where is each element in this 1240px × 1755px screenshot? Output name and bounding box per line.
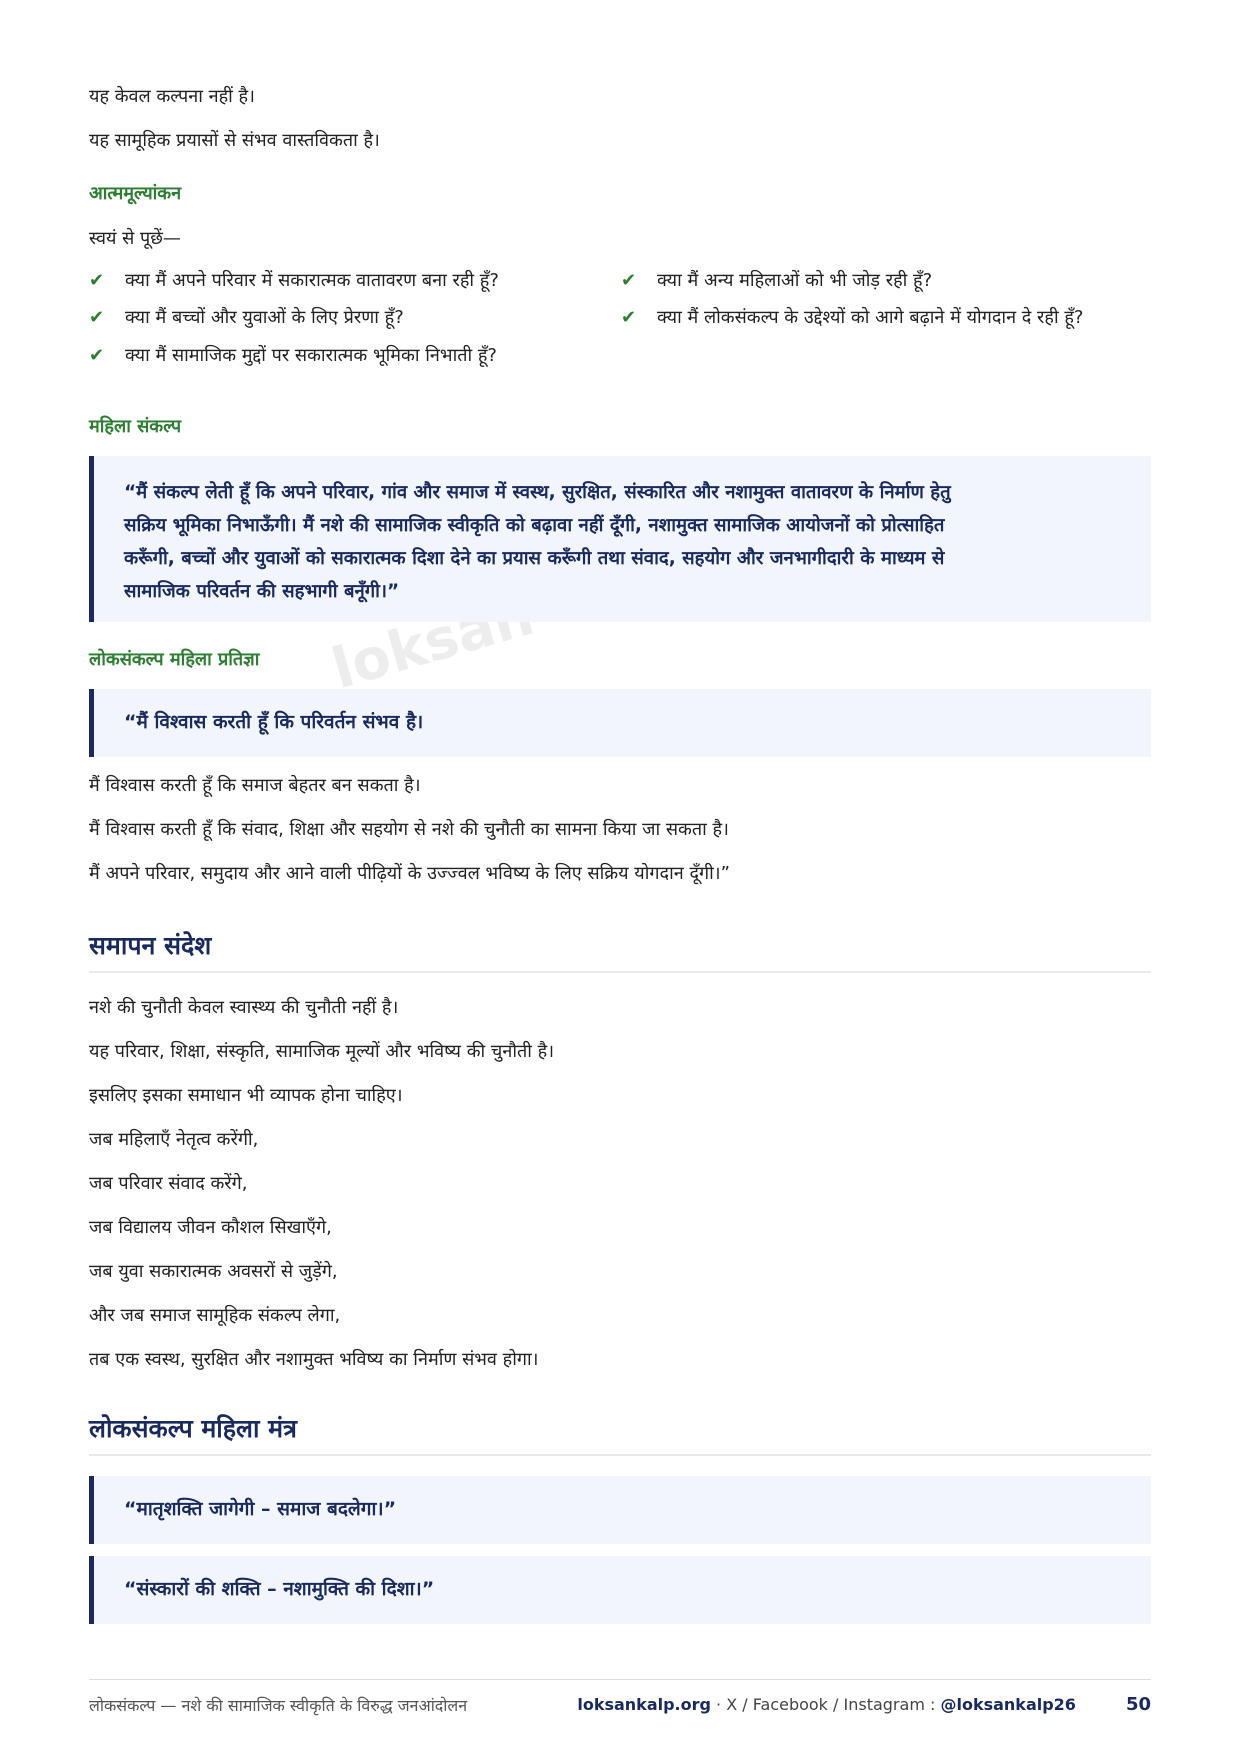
checklist-item: ✔ क्या मैं लोकसंकल्प के उद्देश्यों को आगे बढ़ाने में योगदान दे रही हूँ? (621, 305, 1083, 331)
checklist-item: ✔ क्या मैं सामाजिक मुद्दों पर सकारात्मक भूमिका निभाती हूँ? (89, 343, 497, 369)
checklist-item: ✔ क्या मैं अपने परिवार में सकारात्मक वातावरण बना रही हूँ? (89, 268, 499, 294)
footer-handle-link[interactable]: @loksankalp26 (940, 1695, 1076, 1714)
closing-line: नशे की चुनौती केवल स्वास्थ्य की चुनौती नहीं है। (89, 997, 399, 1018)
check-icon: ✔ (89, 345, 105, 366)
mantra-title: लोकसंकल्प महिला मंत्र (89, 1414, 297, 1443)
closing-line: तब एक स्वस्थ, सुरक्षित और नशामुक्त भविष्य का निर्माण संभव होगा। (89, 1349, 539, 1370)
footer (89, 1694, 1151, 1718)
mantra-quote-text: “संस्कारों की शक्ति – नशामुक्ति की दिशा।” (124, 1578, 435, 1600)
self-assessment-checklist (89, 268, 1151, 388)
pledge-line-3: मैं अपने परिवार, समुदाय और आने वाली पीढ़ियों के उज्ज्वल भविष्य के लिए सक्रिय योगदान दूँगी।” (89, 863, 730, 884)
pledge-quote-text: “मैं विश्वास करती हूँ कि परिवर्तन संभव है। (124, 711, 424, 733)
quote-line: “मैं संकल्प लेती हूँ कि अपने परिवार, गांव और समाज में स्वस्थ, सुरक्षित, संस्कारित और नशामुक्त वातावरण के निर्माण हेतु (124, 482, 951, 503)
mantra-quote-text: “मातृशक्ति जागेगी – समाज बदलेगा।” (124, 1498, 397, 1520)
intro-line-1: यह केवल कल्पना नहीं है। (89, 86, 255, 107)
footer-tagline: लोकसंकल्प — नशे की सामाजिक स्वीकृति के विरुद्ध जनआंदोलन (89, 1696, 468, 1715)
closing-line: और जब समाज सामूहिक संकल्प लेगा, (89, 1305, 341, 1326)
check-icon: ✔ (89, 270, 105, 291)
closing-line: जब विद्यालय जीवन कौशल सिखाएँगे, (89, 1217, 332, 1238)
section-divider (89, 971, 1151, 973)
check-icon: ✔ (621, 307, 637, 328)
page-number: 50 (1125, 1694, 1151, 1715)
closing-line: इसलिए इसका समाधान भी व्यापक होना चाहिए। (89, 1085, 403, 1106)
mantra-quote-1 (89, 1476, 1151, 1544)
pledge-heading: लोकसंकल्प महिला प्रतिज्ञा (89, 649, 260, 670)
footer-right (577, 1694, 1151, 1715)
watermark: loksan (325, 582, 541, 703)
self-assessment-heading: आत्ममूल्यांकन (89, 183, 182, 204)
closing-line: जब युवा सकारात्मक अवसरों से जुड़ेंगे, (89, 1261, 338, 1282)
pledge-line-1: मैं विश्वास करती हूँ कि समाज बेहतर बन सकता है। (89, 775, 421, 796)
closing-line: जब महिलाएँ नेतृत्व करेंगी, (89, 1129, 259, 1150)
pledge-line-2: मैं विश्वास करती हूँ कि संवाद, शिक्षा और सहयोग से नशे की चुनौती का सामना किया जा सकता है। (89, 819, 729, 840)
self-assessment-prompt: स्वयं से पूछें— (89, 228, 181, 249)
checklist-item: ✔ क्या मैं बच्चों और युवाओं के लिए प्रेरणा हूँ? (89, 305, 404, 331)
section-divider (89, 1454, 1151, 1456)
intro-line-2: यह सामूहिक प्रयासों से संभव वास्तविकता है। (89, 130, 380, 151)
check-icon: ✔ (621, 270, 637, 291)
mantra-quote-2 (89, 1556, 1151, 1624)
footer-site-link[interactable]: loksankalp.org (577, 1695, 711, 1714)
closing-line: जब परिवार संवाद करेंगे, (89, 1173, 248, 1194)
footer-social: X / Facebook / Instagram : (726, 1695, 941, 1714)
check-icon: ✔ (89, 307, 105, 328)
footer-divider (89, 1679, 1151, 1680)
women-resolve-heading: महिला संकल्प (89, 416, 182, 437)
pledge-quote (89, 689, 1151, 757)
quote-line: सक्रिय भूमिका निभाऊँगी। मैं नशे की सामाजिक स्वीकृति को बढ़ावा नहीं दूँगी, नशामुक्त सामाजिक आयोजनों को प्रोत्साहित (124, 515, 945, 536)
quote-line: करूँगी, बच्चों और युवाओं को सकारात्मक दिशा देने का प्रयास करूँगी तथा संवाद, सहयोग और जनभागीदारी के माध्यम से (124, 548, 945, 569)
footer-separator: · (710, 1695, 727, 1714)
quote-line: सामाजिक परिवर्तन की सहभागी बनूँगी।” (124, 581, 400, 602)
closing-title: समापन संदेश (89, 931, 212, 960)
closing-line: यह परिवार, शिक्षा, संस्कृति, सामाजिक मूल्यों और भविष्य की चुनौती है। (89, 1041, 555, 1062)
checklist-item: ✔ क्या मैं अन्य महिलाओं को भी जोड़ रही हूँ? (621, 268, 932, 294)
women-resolve-quote (89, 456, 1151, 622)
